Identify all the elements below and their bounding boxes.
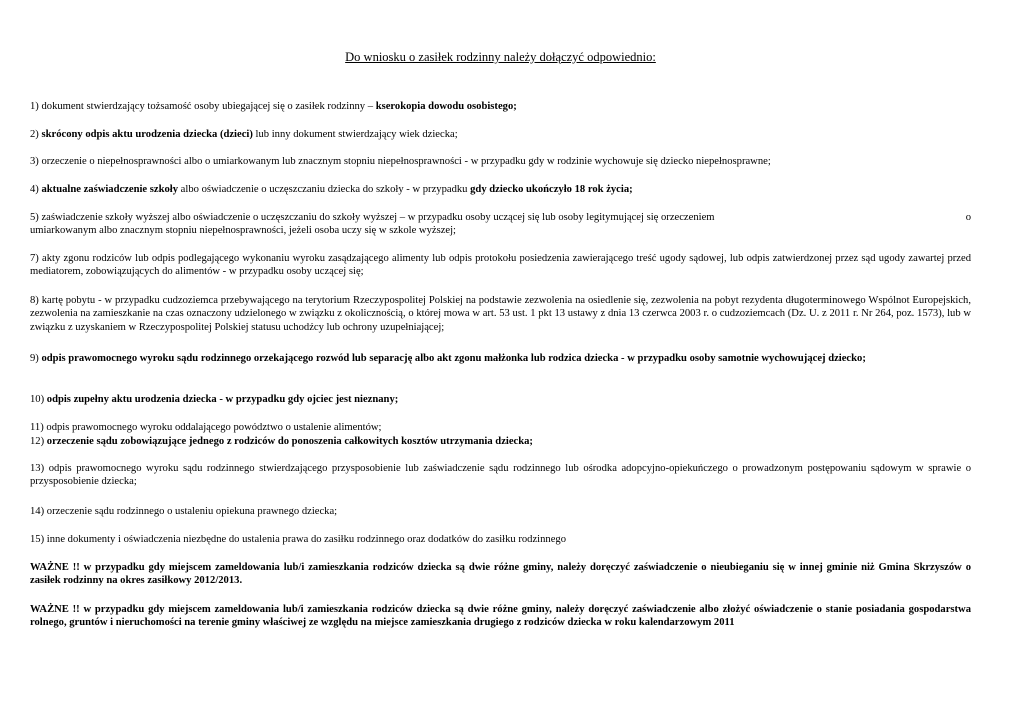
- item-text: akty zgonu rodziców lub odpis podlegającego wykonaniu wyroku zasądzającego alimenty lub odpis protokołu posiedzenia zawierającego treść ugody sądowej, lub odpis zatwierdzonej przez sąd ugody zawartej przed mediatorem, zobowiązujących do alimentów - w przypadku osoby uczącej się;: [30, 253, 971, 278]
- item-10: [30, 393, 971, 406]
- item-number: 1): [30, 101, 39, 112]
- important-note-2: WAŻNE !! w przypadku gdy miejscem zameldowania lub/i zamieszkania rodziców dziecka są dwie różne gminy, należy doręczyć zaświadczenie albo złożyć oświadczenie o stanie posiadania gospodarstwa rolnego, gruntów i nieruchomości na terenie gminy właściwej ze względu na miejsce zamieszkania drugiego z rodziców dziecka w roku kalendarzowym 2011: [30, 604, 971, 629]
- item-number: 9): [30, 353, 39, 364]
- item-text-bold: odpis prawomocnego wyroku sądu rodzinnego orzekającego rozwód lub separację albo akt zgonu małżonka lub rodzica dziecka - w przypadku osoby samotnie wychowującej dziecko;: [41, 353, 866, 364]
- important-note-1: WAŻNE !! w przypadku gdy miejscem zameldowania lub/i zamieszkania rodziców dziecka są dwie różne gminy, należy doręczyć zaświadczenie o nieubieganiu się w innej gminie niż Gmina Skrzyszów o zasiłek rodzinny na okres zasiłkowy 2012/2013.: [30, 562, 971, 587]
- item-text: albo oświadczenie o uczęszczaniu dziecka do szkoły - w przypadku: [178, 184, 471, 195]
- item-number: 11): [30, 422, 44, 433]
- item-8: [30, 294, 971, 334]
- item-13: [30, 462, 971, 489]
- item-number: 13): [30, 463, 45, 474]
- item-1: [30, 100, 971, 113]
- item-text: orzeczenie sądu rodzinnego o ustaleniu opiekuna prawnego dziecka;: [46, 506, 338, 517]
- item-number: 10): [30, 394, 45, 405]
- item-text: [30, 211, 715, 224]
- item-text: odpis prawomocnego wyroku oddalającego powództwo o ustalenie alimentów;: [46, 422, 382, 433]
- item-text-bold: kserokopia dowodu osobistego;: [375, 101, 517, 112]
- item-text-bold: aktualne zaświadczenie szkoły: [41, 184, 179, 195]
- item-5: [30, 211, 971, 238]
- item-5-line-2: umiarkowanym albo znacznym stopniu niepełnosprawności, jeżeli osoba uczy się w szkole wyższej;: [30, 225, 456, 237]
- item-number: 14): [30, 506, 45, 517]
- item-number: 4): [30, 184, 39, 195]
- item-text-bold: orzeczenie sądu zobowiązujące jednego z rodziców do ponoszenia całkowitych kosztów utrzymania dziecka;: [46, 436, 533, 447]
- item-5-line-1: [30, 211, 971, 224]
- item-text-bold: odpis zupełny aktu urodzenia dziecka - w przypadku gdy ojciec jest nieznany;: [46, 394, 399, 405]
- item-7: [30, 252, 971, 279]
- item-text: lub inny dokument stwierdzający wiek dziecka;: [252, 129, 458, 140]
- item-9: [30, 352, 971, 365]
- item-number: 12): [30, 436, 45, 447]
- item-text: inne dokumenty i oświadczenia niezbędne do ustalenia prawa do zasiłku rodzinnego oraz dodatków do zasiłku rodzinnego: [46, 534, 567, 545]
- item-2: [30, 128, 971, 141]
- item-number: 15): [30, 534, 45, 545]
- item-text-bold: skrócony odpis aktu urodzenia dziecka (dzieci): [41, 129, 253, 140]
- item-text: orzeczenie o niepełnosprawności albo o umiarkowanym lub znacznym stopniu niepełnosprawności - w przypadku gdy w rodzinie wychowuje się dziecko niepełnosprawne;: [41, 156, 771, 167]
- item-11: [30, 421, 971, 434]
- item-text-bold: gdy dziecko ukończyło 18 rok życia;: [470, 184, 633, 195]
- item-14: [30, 505, 971, 518]
- item-text: dokument stwierdzający tożsamość osoby ubiegającej się o zasiłek rodzinny –: [41, 101, 376, 112]
- item-number: 8): [30, 295, 39, 306]
- item-number: 5): [30, 212, 39, 223]
- item-15: [30, 533, 971, 546]
- item-number: 7): [30, 253, 39, 264]
- item-4: [30, 183, 971, 196]
- item-12: [30, 435, 971, 448]
- item-text-part: zaświadczenie szkoły wyższej albo oświadczenie o uczęszczaniu do szkoły wyższej – w przypadku osoby uczącej się lub osoby legitymującej się orzeczeniem: [41, 212, 715, 223]
- item-number: 2): [30, 129, 39, 140]
- item-text-tail: o: [965, 212, 971, 223]
- document-page: [30, 0, 971, 725]
- item-text: kartę pobytu - w przypadku cudzoziemca przebywającego na terytorium Rzeczypospolitej Polskiej na podstawie zezwolenia na osiedlenie się, zezwolenia na pobyt rezydenta długoterminowego Wspólnot Europejskich, zezwolenia na zamieszkanie na czas oznaczony udzielonego w związku z okolicznością, o której mowa w art. 53 ust. 1 pkt 13 ustawy z dnia 13 czerwca 2003 r. o cudzoziemcach (Dz. U. z 2011 r. Nr 264, poz. 1573), lub w związku z uzyskaniem w Rzeczypospolitej Polskiej statusu uchodźcy lub ochrony uzupełniającej;: [30, 295, 971, 333]
- item-3: [30, 155, 971, 168]
- document-title: Do wniosku o zasiłek rodzinny należy dołączyć odpowiednio:: [345, 50, 656, 64]
- item-number: 3): [30, 156, 39, 167]
- item-text: odpis prawomocnego wyroku sądu rodzinnego stwierdzającego przysposobienie lub zaświadczenie sądu rodzinnego lub ośrodka adopcyjno-opiekuńczego o prowadzonym postępowaniu sądowym w sprawie o przysposobienie dziecka;: [30, 463, 971, 488]
